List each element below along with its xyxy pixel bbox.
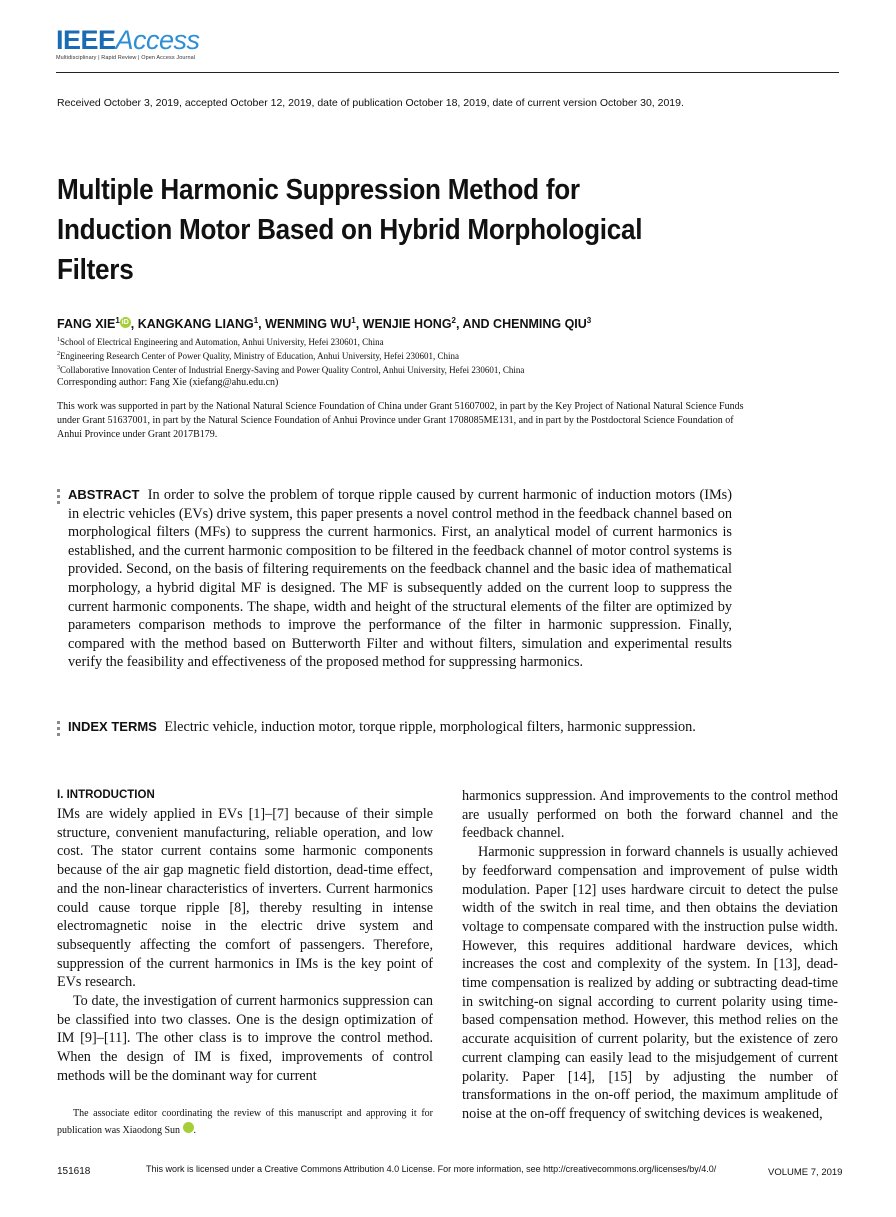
author-list <box>57 316 591 331</box>
author-affiliation-mark: 3 <box>586 316 592 325</box>
journal-brand-bold: IEEE <box>56 25 116 55</box>
author-separator: , <box>130 317 138 332</box>
author-separator: , AND <box>456 317 494 332</box>
author-name[interactable]: CHENMING QIU <box>493 317 587 332</box>
corresponding-author: Corresponding author: Fang Xie (xiefang@ahu.edu.cn) <box>57 377 279 388</box>
license-notice: This work is licensed under a Creative Commons Attribution 4.0 License. For more information, see http://creativecommons.org/licenses/by/4.0/ <box>146 1164 717 1174</box>
abstract-marker-icon <box>57 489 61 507</box>
affiliation-line <box>57 362 524 376</box>
editor-footnote <box>57 1105 433 1139</box>
article-title: Multiple Harmonic Suppression Method for Induction Motor Based on Hybrid Morphological Filters <box>57 174 643 286</box>
abstract <box>68 486 732 672</box>
index-terms <box>68 718 732 737</box>
right-column <box>462 787 838 1124</box>
paragraph: harmonics suppression. And improvements to the control method are usually performed on both the forward channel and the feedback channel. <box>462 788 838 842</box>
footnote-end: . <box>193 1125 197 1136</box>
author-affiliation-mark: 1 <box>351 316 356 325</box>
author-name[interactable]: KANGKANG LIANG <box>137 317 254 332</box>
paragraph: IMs are widely applied in EVs [1]–[7] because of their simple structure, convenient manufacturing, reliable operation, and low cost. The stator current contains some harmonic components because of the air gap magnetic field distortion, dead-time effect, and the non-linear characteristics of inverters. Current harmonics could cause torque ripple [8], thereby resulting in intense electromagnetic noise in the electric drive system and subsequently affecting the comfort of passengers. Therefore, suppression of the current harmonics in IMs is the key point of EVs research. <box>57 806 433 991</box>
journal-brand-italic: Access <box>115 25 200 55</box>
index-terms-marker-icon <box>57 721 61 739</box>
author-affiliation-mark: 2 <box>451 316 456 325</box>
orcid-icon[interactable]: iD <box>183 1122 194 1133</box>
abstract-text: In order to solve the problem of torque ripple caused by current harmonic of induction motors (IMs) in electric vehicles (EVs) drive system, this paper presents a novel control method in the feedback channel based on morphological filters (MFs) to suppress the current harmonics. First, an analytical model of current harmonics is established, and the current harmonic composition to be filtered in the feedback channel of motor control systems is provided. Second, on the basis of filtering requirements on the feedback channel and the basic idea of mathematical morphology, a hybrid digital MF is designed. The MF is subsequently added on the current loop to suppress the current harmonic components. The shape, width and height of the structural elements of the filter are optimized by parameters comparison methods to improve the performance of the filter in harmonic suppression. Finally, compared with the method based on Butterworth Filter and without filters, simulation and experimental results verify the feasibility and effectiveness of the proposed method for suppressing harmonics. <box>68 487 732 671</box>
section-heading-introduction: I. INTRODUCTION <box>57 789 155 801</box>
affiliation-mark: 2 <box>57 351 60 357</box>
index-terms-heading: INDEX TERMS <box>68 719 157 734</box>
affiliation-text: Collaborative Innovation Center of Industrial Energy-Saving and Power Quality Control, Anhui University, Hefei 230601, China <box>60 365 525 375</box>
affiliation-text: Engineering Research Center of Power Quality, Ministry of Education, Anhui University, Hefei 230601, China <box>60 351 459 361</box>
affiliation-line <box>57 348 524 362</box>
affiliation-mark: 3 <box>57 365 60 371</box>
volume-label: VOLUME 7, 2019 <box>768 1167 843 1178</box>
paragraph: Harmonic suppression in forward channels is usually achieved by feedforward compensation and improvement of pulse width modulation. Paper [12] uses hardware circuit to detect the pulse width of the switch in real time, and then obtains the deviation voltage to compensate compared with the instruction pulse width. However, this requires additional hardware devices, which increases the cost and complexity of the system. In [13], dead-time compensation is realized by adding or subtracting dead-time in switching-on signal according to current polarity using time-based compensation method. However, this method relies on the accurate acquisition of current polarity, but the existence of zero current clamping can easily lead to the misjudgement of current polarity. Paper [14], [15] by adjusting the number of transformations in the on-off period, the maximum amplitude of noise at the on-off frequency of switching devices is weakened, <box>462 844 838 1122</box>
article-dates: Received October 3, 2019, accepted October 12, 2019, date of publication October 18, 2019, date of current version October 30, 2019. <box>57 97 684 109</box>
funding-statement: This work was supported in part by the National Natural Science Foundation of China under Grant 51607002, in part by the Key Project of National Natural Science Funds under Grant 51637001, in part by the Natural Science Foundation of Anhui Province under Grant 1708085ME131, and in part by the Postdoctoral Science Foundation of Anhui Province under Grant 2017B179. <box>57 401 744 440</box>
abstract-heading: ABSTRACT <box>68 487 140 502</box>
author-affiliation-mark: 1 <box>253 316 259 325</box>
orcid-icon[interactable]: iD <box>121 319 129 327</box>
affiliation-line <box>57 334 524 348</box>
author-name[interactable]: WENMING WU <box>265 317 352 332</box>
author-name[interactable]: FANG XIE <box>57 317 116 332</box>
footnote-text: The associate editor coordinating the review of this manuscript and approving it for publication was Xiaodong Sun <box>57 1108 433 1136</box>
affiliation-mark: 1 <box>57 337 60 343</box>
author-separator: , <box>355 317 363 332</box>
header-divider <box>56 72 839 73</box>
index-terms-text: Electric vehicle, induction motor, torque ripple, morphological filters, harmonic suppression. <box>164 719 696 735</box>
author-affiliation-mark: 1 <box>115 316 120 325</box>
paragraph: To date, the investigation of current harmonics suppression can be classified into two classes. One is the design optimization of IM [9]–[11]. The other class is to improve the control method. When the design of IM is fixed, improvements of control methods will be the dominant way for current <box>57 993 433 1084</box>
author-separator: , <box>258 317 266 332</box>
page-number: 151618 <box>57 1166 91 1177</box>
journal-tagline: Multidisciplinary | Rapid Review | Open Access Journal <box>56 55 196 61</box>
affiliation-text: School of Electrical Engineering and Automation, Anhui University, Hefei 230601, China <box>60 337 384 347</box>
affiliations <box>57 334 524 376</box>
author-name[interactable]: WENJIE HONG <box>362 317 452 332</box>
left-column <box>57 805 433 1086</box>
journal-logo <box>56 26 246 66</box>
